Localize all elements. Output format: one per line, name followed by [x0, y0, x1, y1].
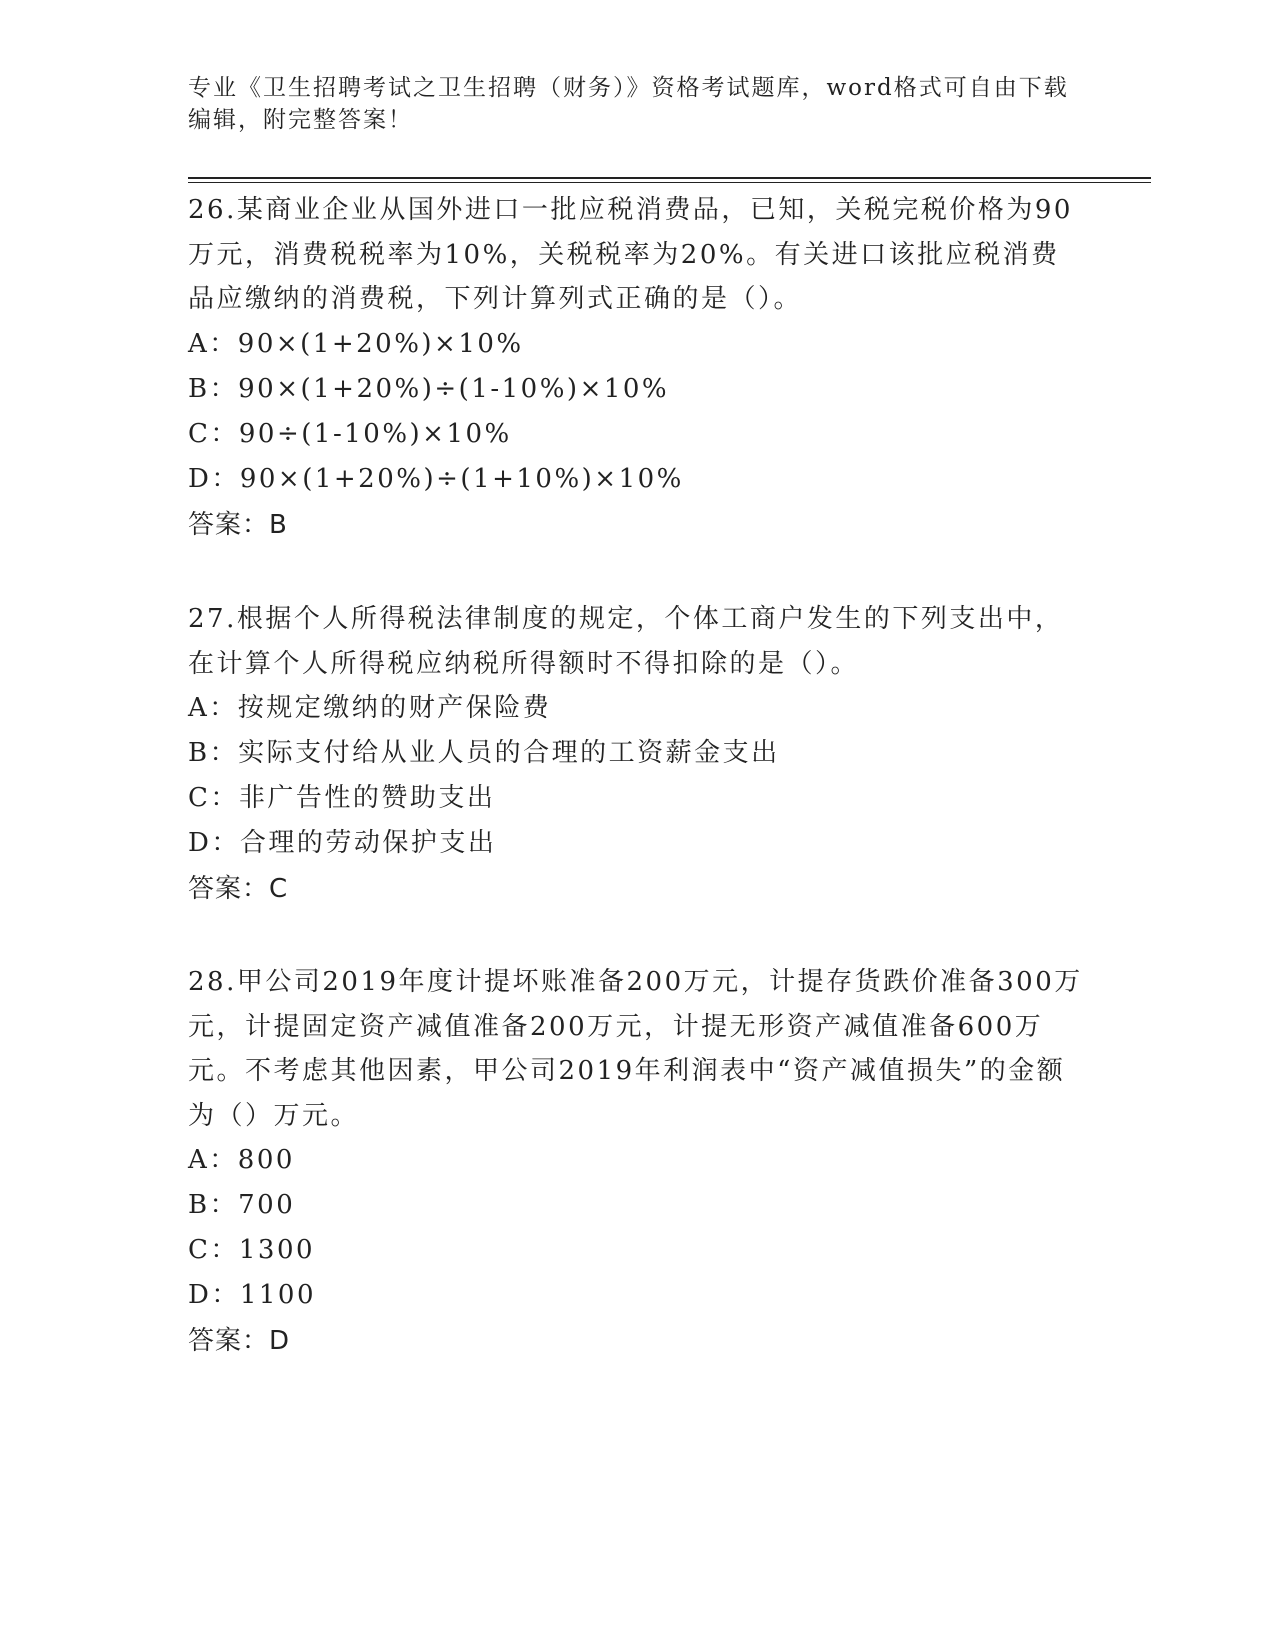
answer: 答案：B [188, 509, 288, 540]
option-a: A：90×(1+20%)×10% [188, 328, 524, 359]
answer: 答案：C [188, 874, 289, 904]
header-divider-thick [188, 177, 1151, 179]
option-c: C：1300 [188, 1235, 316, 1265]
option-a: A：按规定缴纳的财产保险费 [188, 693, 552, 723]
question-stem: 27.根据个人所得税法律制度的规定，个体工商户发生的下列支出中，在计算个人所得税应纳税所得额时不得扣除的是（）。 [188, 604, 1064, 679]
document-header: 专业《卫生招聘考试之卫生招聘（财务）》资格考试题库，word格式可自由下载编辑，附完整答案！ [188, 75, 1069, 133]
question-stem: 26.某商业企业从国外进口一批应税消费品，已知，关税完税价格为90万元，消费税税率为10%，关税税率为20%。有关进口该批应税消费品应缴纳的消费税，下列计算列式正确的是（）。 [188, 195, 1073, 314]
option-b: B：700 [188, 1190, 296, 1220]
option-c: C：90÷(1-10%)×10% [188, 418, 512, 449]
option-c: C：非广告性的赞助支出 [188, 783, 496, 813]
option-d: D：90×(1+20%)÷(1+10%)×10% [188, 463, 684, 494]
question-26 [188, 188, 1088, 548]
option-b: B：90×(1+20%)÷(1-10%)×10% [188, 373, 670, 404]
option-d: D：合理的劳动保护支出 [188, 828, 497, 858]
question-27 [188, 597, 1088, 912]
header-divider-thin [188, 182, 1151, 183]
question-stem: 28.甲公司2019年度计提坏账准备200万元，计提存货跌价准备300万元，计提固定资产减值准备200万元，计提无形资产减值准备600万元。不考虑其他因素，甲公司2019年利润表中“资产减值损失”的金额为（）万元。 [188, 967, 1083, 1131]
option-b: B：实际支付给从业人员的合理的工资薪金支出 [188, 738, 780, 768]
question-28 [188, 960, 1088, 1364]
option-d: D：1100 [188, 1280, 317, 1310]
answer: 答案：D [188, 1326, 291, 1356]
option-a: A：800 [188, 1145, 295, 1175]
